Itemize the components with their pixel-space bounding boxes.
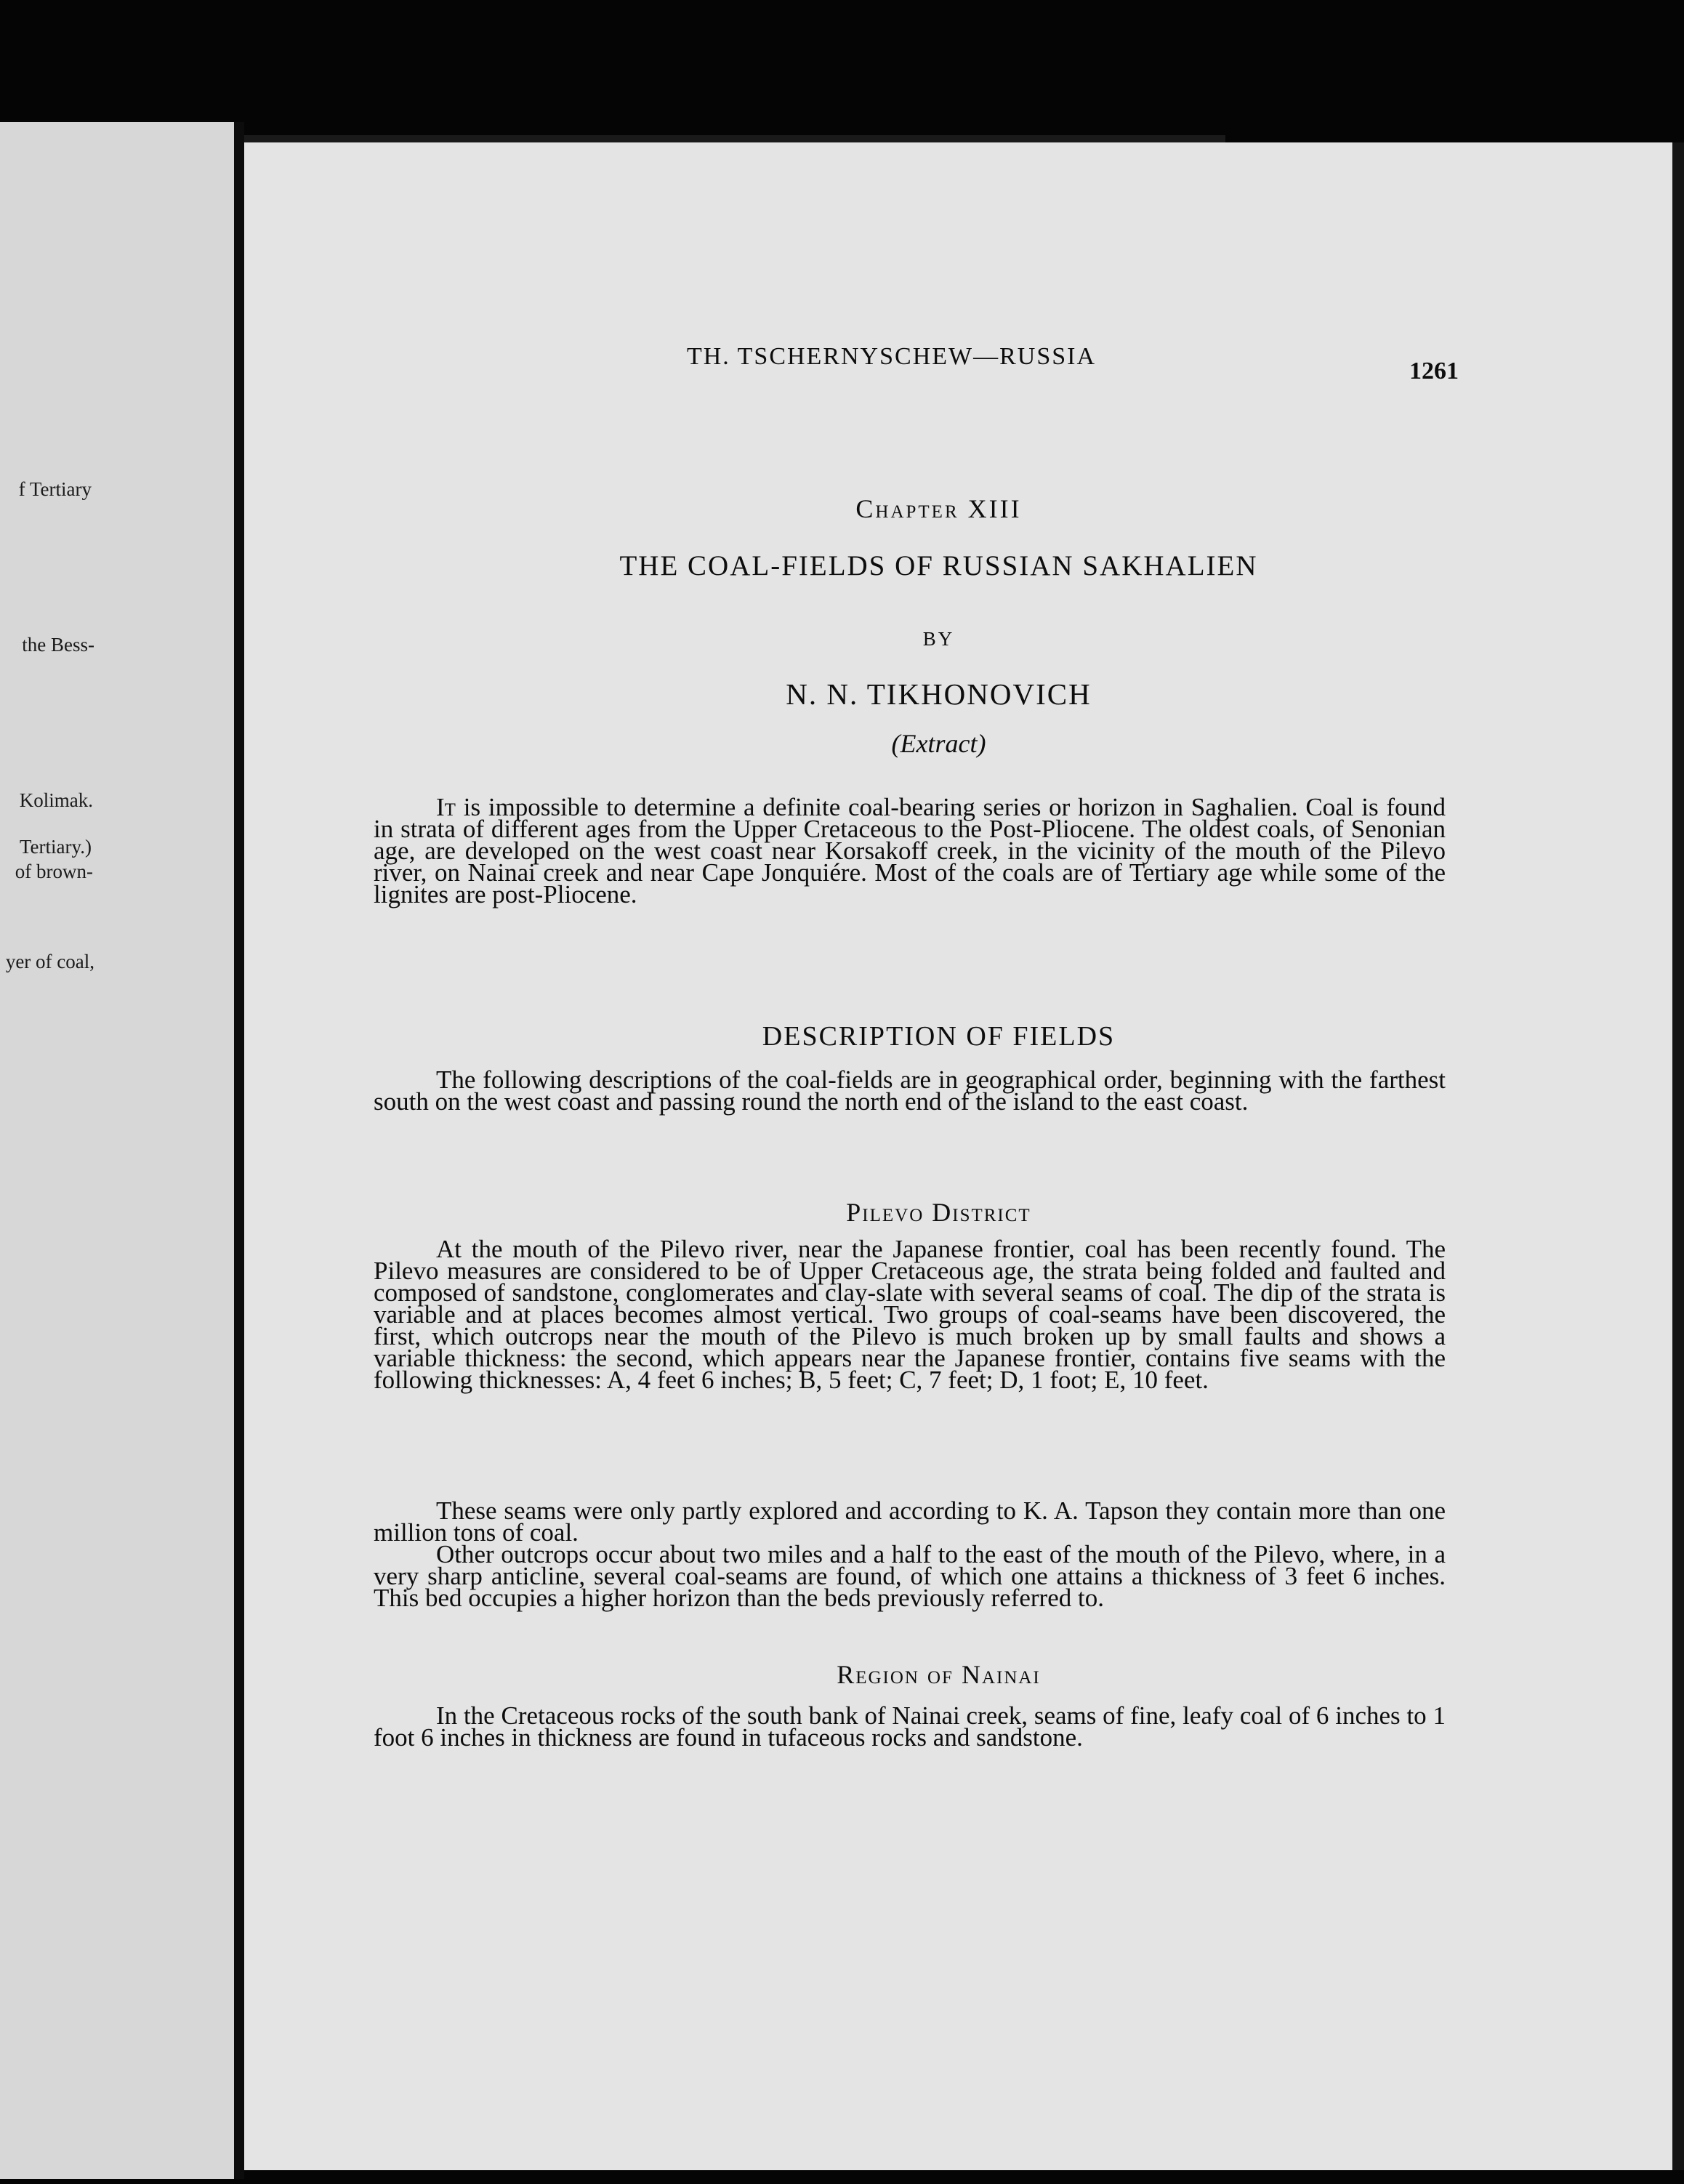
nainai-paragraph: In the Cretaceous rocks of the south bank of Nainai creek, seams of fine, leafy coal of 6 inches to 1 foot 6 inches in thickness are found in tufaceous rocks and sandstone. [374, 1701, 1446, 1752]
pilevo-paragraph: At the mouth of the Pilevo river, near the Japanese frontier, coal has been recently found. The Pilevo measures are considered to be of Upper Cretaceous age, the strata being folded and faulted and composed of sandstone, conglomerates and clay-slate with several seams of coal. The dip of the strata is variable and at places becomes almost vertical. Two groups of coal-seams have been discovered, the first, which outcrops near the mouth of the Pilevo is much broken up by small faults and shows a variable thickness: the second, which appears near the Japanese frontier, contains five seams with the following thicknesses: A, 4 feet 6 inches; B, 5 feet; C, 7 feet; D, 1 foot; E, 10 feet. [374, 1235, 1446, 1394]
section-heading-description: DESCRIPTION OF FIELDS [762, 1021, 1116, 1052]
page-top-edge [244, 135, 1225, 142]
section-heading-pilevo: Pilevo District [846, 1198, 1031, 1227]
pilevo-paragraph: These seams were only partly explored and according to K. A. Tapson they contain more than one million tons of coal. [374, 1496, 1446, 1547]
intro-paragraph [374, 793, 1446, 908]
pilevo-paragraph: Other outcrops occur about two miles and a half to the east of the mouth of the Pilevo, where, in a very sharp anticline, several coal-seams are found, of which one attains a thickness of 3 feet 6 inches. This bed occupies a higher horizon than the beds previously referred to. [374, 1540, 1446, 1612]
chapter-title: THE COAL-FIELDS OF RUSSIAN SAKHALIEN [619, 550, 1258, 581]
running-head: TH. TSCHERNYSCHEW—RUSSIA [686, 343, 1097, 370]
extract-note: (Extract) [891, 729, 986, 758]
byline-label: BY [922, 628, 955, 650]
section-heading-nainai: Region of Nainai [837, 1660, 1041, 1689]
intro-text: is impossible to determine a definite coal-bearing series or horizon in Saghalien. Coal is found in strata of different ages from the Upper Cretaceous to the Post-Pliocene. The oldest coals, of Senonian age, are developed on the west coast near Korsakoff creek, in the vicinity of the mouth of the Pilevo river, on Nainai creek and near Cape Jonquiére. Most of the coals are of Tertiary age while some of the lignites are post-Pliocene. [374, 793, 1446, 908]
intro-lead: It [436, 793, 456, 821]
facing-page-fragment: f Tertiary [18, 478, 92, 500]
chapter-label: Chapter XIII [855, 494, 1022, 523]
description-paragraph: The following descriptions of the coal-fields are in geographical order, beginning with the farthest south on the west coast and passing round the north end of the island to the east coast. [374, 1065, 1446, 1116]
author-name: N. N. TIKHONOVICH [786, 677, 1092, 711]
facing-page-fragment: Kolimak. [19, 789, 93, 811]
facing-page [0, 122, 234, 2179]
page-right-edge [1672, 142, 1684, 2170]
facing-page-fragment: of brown- [15, 861, 93, 882]
page-number: 1261 [1409, 358, 1459, 384]
facing-page-fragment: the Bess- [22, 634, 94, 656]
book-page [244, 142, 1672, 2170]
facing-page-fragment: Tertiary.) [19, 836, 92, 858]
facing-page-fragment: yer of coal, [5, 951, 94, 972]
book-gutter [234, 122, 244, 2179]
